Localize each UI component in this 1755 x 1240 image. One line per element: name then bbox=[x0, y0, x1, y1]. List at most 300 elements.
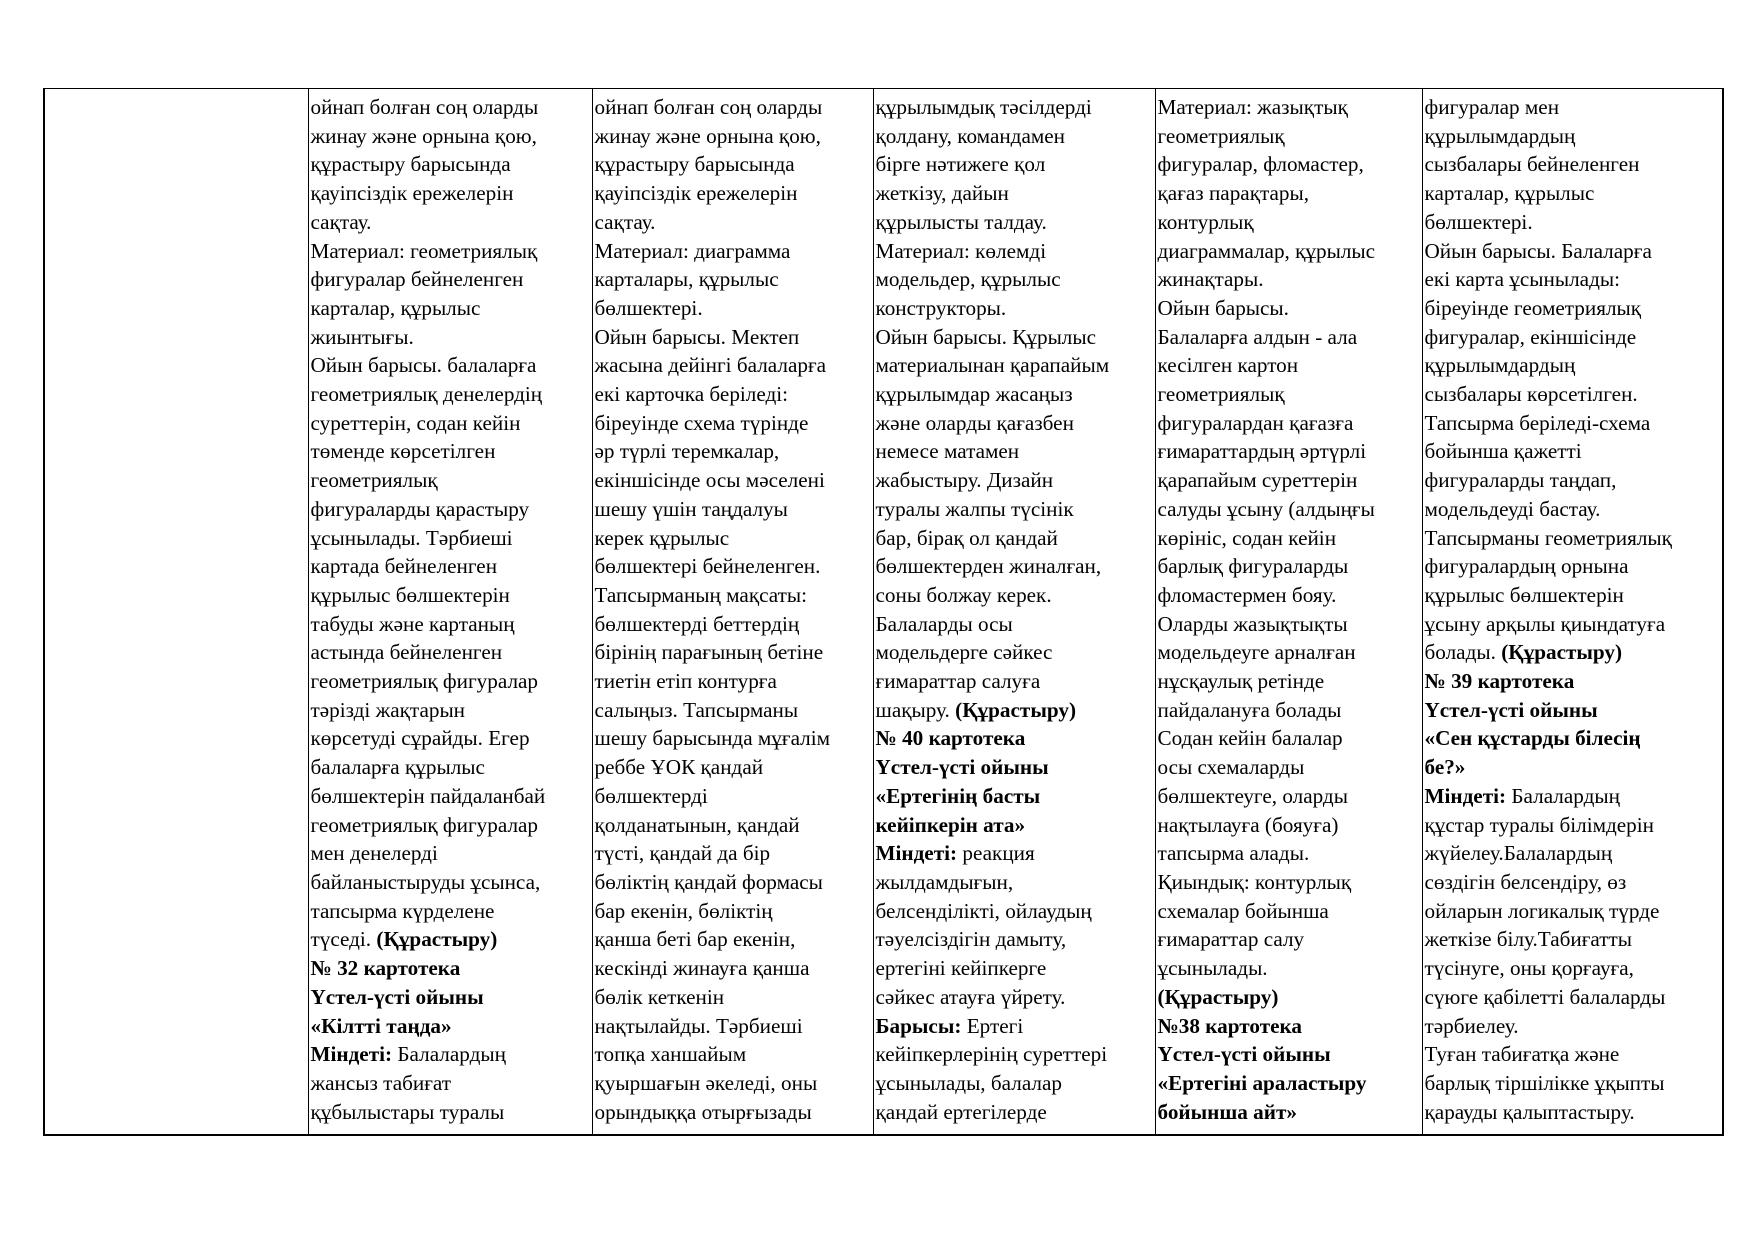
bold-text: № 32 картотека bbox=[310, 956, 461, 981]
text-line bbox=[1158, 380, 1422, 409]
text: ұсынылады, балалар bbox=[875, 1070, 1062, 1095]
text-line bbox=[876, 1012, 1155, 1041]
text-line bbox=[311, 237, 592, 266]
table-cell-game-teremok bbox=[592, 89, 873, 1136]
text: қарауды қалыптастыру. bbox=[1424, 1099, 1635, 1124]
text: фигуралар мен bbox=[1424, 95, 1560, 119]
bold-text: Үстел-үсті ойыны bbox=[310, 984, 484, 1009]
text-line bbox=[311, 323, 592, 352]
text: бірінің парағының бетіне bbox=[594, 640, 824, 665]
text: белсенділікті, ойлаудың bbox=[875, 898, 1092, 923]
text-line bbox=[1158, 323, 1422, 352]
text: әр түрлі теремкалар, bbox=[594, 439, 780, 464]
text-line bbox=[595, 351, 873, 380]
text-line bbox=[595, 323, 873, 352]
text: конструкторы. bbox=[875, 295, 1007, 320]
text-line bbox=[1425, 983, 1723, 1012]
text-line bbox=[1425, 696, 1723, 725]
text-line bbox=[1425, 638, 1723, 667]
text: жасына дейінгі балаларға bbox=[594, 353, 827, 378]
text-line bbox=[1425, 610, 1723, 639]
text: кейіпкерлерінің суреттері bbox=[875, 1042, 1108, 1067]
text-line bbox=[876, 868, 1155, 897]
text: құрылысты талдау. bbox=[875, 209, 1047, 234]
text: материалынан қарапайым bbox=[875, 353, 1110, 378]
text: Материал: диаграмма bbox=[594, 238, 791, 263]
text: жылдамдығын, bbox=[875, 869, 1014, 894]
text-line bbox=[311, 667, 592, 696]
text-line bbox=[311, 925, 592, 954]
text-line bbox=[1425, 897, 1723, 926]
text-line bbox=[595, 437, 873, 466]
text: Балаларды осы bbox=[875, 611, 1013, 636]
text-line bbox=[311, 638, 592, 667]
text-line bbox=[1158, 1012, 1422, 1041]
text-line bbox=[1425, 811, 1723, 840]
text-line bbox=[1158, 265, 1422, 294]
text: Материал: геометриялық bbox=[310, 238, 538, 263]
text: жансыз табиғат bbox=[310, 1070, 452, 1095]
text: бөлік кеткенін bbox=[594, 984, 725, 1009]
text: Қиындық: контурлық bbox=[1157, 869, 1352, 894]
table-cell-game-32 bbox=[308, 89, 592, 1136]
text: картада бейнеленген bbox=[310, 554, 498, 579]
text: пайдалануға болады bbox=[1157, 697, 1342, 722]
text-line bbox=[595, 208, 873, 237]
text: модельдеуге арналған bbox=[1157, 640, 1356, 665]
text-line bbox=[1425, 409, 1723, 438]
text-line bbox=[311, 466, 592, 495]
text-line bbox=[876, 122, 1155, 151]
text-line bbox=[876, 208, 1155, 237]
text-line bbox=[1158, 208, 1422, 237]
text-line bbox=[1425, 437, 1723, 466]
text-line bbox=[876, 552, 1155, 581]
text-line bbox=[311, 782, 592, 811]
text: төменде көрсетілген bbox=[310, 439, 496, 464]
text-line bbox=[876, 1040, 1155, 1069]
text-line bbox=[311, 897, 592, 926]
text: тиетін етіп контурға bbox=[594, 669, 777, 694]
text: құрылыс бөлшектерін bbox=[1424, 582, 1624, 607]
text: сызбалары бейнеленген bbox=[1424, 152, 1640, 177]
text-line bbox=[1158, 1098, 1422, 1127]
text-line bbox=[876, 150, 1155, 179]
text: мен денелерді bbox=[310, 841, 438, 866]
text: осы схемаларды bbox=[1157, 755, 1305, 780]
text: шешу барысында мұғалім bbox=[594, 726, 831, 751]
text-line bbox=[1158, 868, 1422, 897]
text-line bbox=[311, 122, 592, 151]
text-line bbox=[595, 524, 873, 553]
text-line bbox=[1425, 1098, 1723, 1127]
text: бар екенін, бөліктің bbox=[594, 898, 773, 923]
text: қолдану, командамен bbox=[875, 123, 1066, 148]
text: ойнап болған соң оларды bbox=[310, 95, 539, 119]
text-line bbox=[1425, 208, 1723, 237]
text: бөлшектеуге, оларды bbox=[1157, 783, 1348, 808]
text: бөлшектерден жиналған, bbox=[875, 554, 1102, 579]
text: құрылымдардың bbox=[1424, 353, 1576, 378]
text-line bbox=[876, 466, 1155, 495]
text-line bbox=[876, 983, 1155, 1012]
text: құрылымдардың bbox=[1424, 123, 1576, 148]
text: Материал: жазықтық bbox=[1157, 95, 1348, 119]
text-line bbox=[311, 495, 592, 524]
activities-table bbox=[43, 88, 1724, 1136]
text: тәрбиелеу. bbox=[1424, 1013, 1519, 1038]
text: құстар туралы білімдерін bbox=[1424, 812, 1655, 837]
text-line bbox=[876, 93, 1155, 122]
text-line bbox=[1158, 696, 1422, 725]
text-line bbox=[876, 667, 1155, 696]
text-line bbox=[876, 897, 1155, 926]
text-line bbox=[311, 724, 592, 753]
text: Материал: көлемді bbox=[875, 238, 1047, 263]
text-line bbox=[595, 983, 873, 1012]
text: топқа ханшайым bbox=[594, 1042, 747, 1067]
text-line bbox=[1158, 466, 1422, 495]
bold-text: (Құрастыру) bbox=[955, 697, 1077, 722]
text: Ойын барысы. Балаларға bbox=[1424, 238, 1652, 263]
text: жинау және орнына қою, bbox=[594, 123, 821, 148]
text-line bbox=[1425, 179, 1723, 208]
bold-text: «Ертегіні араластыру bbox=[1157, 1070, 1367, 1095]
text: ұсынылады. bbox=[1157, 956, 1268, 981]
text: жүйелеу.Балалардың bbox=[1424, 841, 1613, 866]
text-line bbox=[1158, 1069, 1422, 1098]
text-line bbox=[595, 495, 873, 524]
text-line bbox=[876, 610, 1155, 639]
text-line bbox=[1425, 150, 1723, 179]
text-line bbox=[1425, 323, 1723, 352]
text-line bbox=[1158, 983, 1422, 1012]
text-line bbox=[1158, 179, 1422, 208]
table-cell-game-40 bbox=[873, 89, 1155, 1136]
text-line bbox=[1425, 868, 1723, 897]
text-line bbox=[876, 179, 1155, 208]
text: фигуралардан қағазға bbox=[1157, 410, 1354, 435]
text-line bbox=[595, 294, 873, 323]
bold-text: «Сен құстарды білесің bbox=[1424, 726, 1641, 751]
text: тәрізді жақтарын bbox=[310, 697, 466, 722]
text-line bbox=[876, 753, 1155, 782]
text-line bbox=[311, 610, 592, 639]
text-line bbox=[876, 524, 1155, 553]
text: керек құрылыс bbox=[594, 525, 730, 550]
text: модельдер, құрылыс bbox=[875, 267, 1061, 292]
text: кесілген картон bbox=[1157, 353, 1299, 378]
text: геометриялық bbox=[1157, 382, 1285, 407]
bold-text: (Құрастыру) bbox=[1501, 640, 1623, 665]
text: құрылымдар жасаңыз bbox=[875, 382, 1073, 407]
text: Туған табиғатқа және bbox=[1424, 1042, 1620, 1067]
text-line bbox=[1425, 954, 1723, 983]
text-line bbox=[595, 1012, 873, 1041]
text: Балалардың bbox=[1506, 783, 1620, 808]
text-line bbox=[595, 466, 873, 495]
text-line bbox=[1425, 581, 1723, 610]
text-line bbox=[595, 93, 873, 122]
text: немесе матамен bbox=[875, 439, 1020, 464]
text-line bbox=[876, 696, 1155, 725]
text: ұсынылады. Тәрбиеші bbox=[310, 525, 513, 550]
bold-text: бойынша айт» bbox=[1157, 1099, 1297, 1124]
text-line bbox=[1425, 925, 1723, 954]
text-line bbox=[1425, 294, 1723, 323]
text: қағаз парақтары, bbox=[1157, 181, 1310, 206]
text: кескінді жинауға қанша bbox=[594, 956, 810, 981]
bold-text: Міндеті: bbox=[310, 1042, 393, 1067]
text-line bbox=[1425, 839, 1723, 868]
text: модельдеуді бастау. bbox=[1424, 496, 1601, 521]
text-line bbox=[1158, 839, 1422, 868]
text-line bbox=[876, 638, 1155, 667]
text: сызбалары көрсетілген. bbox=[1424, 382, 1638, 407]
text-line bbox=[876, 724, 1155, 753]
text: диаграммалар, құрылыс bbox=[1157, 238, 1376, 263]
text-line bbox=[595, 724, 873, 753]
text-line bbox=[595, 380, 873, 409]
text-line bbox=[876, 1098, 1155, 1127]
text-line bbox=[311, 954, 592, 983]
text-line bbox=[595, 409, 873, 438]
text: ойнап болған соң оларды bbox=[594, 95, 823, 119]
text: шақыру. bbox=[875, 697, 956, 722]
text: геометриялық bbox=[1157, 123, 1285, 148]
text-line bbox=[311, 409, 592, 438]
table-cell-game-39 bbox=[1422, 89, 1723, 1136]
text-line bbox=[1158, 524, 1422, 553]
text-line bbox=[876, 380, 1155, 409]
text: бойынша қажетті bbox=[1424, 439, 1582, 464]
text: суреттерін, содан кейін bbox=[310, 410, 521, 435]
text: соны болжау керек. bbox=[875, 582, 1052, 607]
text-line bbox=[595, 868, 873, 897]
text: фигуралардың орнына bbox=[1424, 554, 1629, 579]
text-line bbox=[595, 1098, 873, 1127]
text: сәйкес атауға үйрету. bbox=[875, 984, 1066, 1009]
text: карталар, құрылыс bbox=[310, 295, 481, 320]
text: болады. bbox=[1424, 640, 1502, 665]
text: бөлшектері бейнеленген. bbox=[594, 554, 821, 579]
text: салуды ұсыну (алдыңғы bbox=[1157, 496, 1375, 521]
text: геометриялық фигуралар bbox=[310, 669, 539, 694]
text-line bbox=[1158, 150, 1422, 179]
text-line bbox=[1158, 581, 1422, 610]
text: байланыстыруды ұсынса, bbox=[310, 869, 541, 894]
text: және оларды қағазбен bbox=[875, 410, 1074, 435]
text: қауіпсіздік ережелерін bbox=[594, 181, 798, 206]
text: Оларды жазықтықты bbox=[1157, 611, 1348, 636]
text: көрініс, содан кейін bbox=[1157, 525, 1337, 550]
text-line bbox=[311, 983, 592, 1012]
text: бөлшектері. bbox=[1424, 209, 1533, 234]
text-line bbox=[1158, 954, 1422, 983]
text: Содан кейін балалар bbox=[1157, 726, 1343, 751]
text: карталары, құрылыс bbox=[594, 267, 779, 292]
text: Балалардың bbox=[392, 1042, 506, 1067]
text: жинау және орнына қою, bbox=[310, 123, 537, 148]
text-line bbox=[595, 954, 873, 983]
text-line bbox=[876, 323, 1155, 352]
bold-text: № 39 картотека bbox=[1424, 669, 1575, 694]
text: Балаларға алдын - ала bbox=[1157, 324, 1358, 349]
text-line bbox=[311, 294, 592, 323]
bold-text: № 40 картотека bbox=[875, 726, 1026, 751]
text: бөлшектерді bbox=[594, 783, 708, 808]
text-line bbox=[1158, 667, 1422, 696]
text: Ертегі bbox=[961, 1013, 1024, 1038]
text: Тапсырма беріледі-схема bbox=[1424, 410, 1651, 435]
text: түсті, қандай да бір bbox=[594, 841, 771, 866]
text-line bbox=[595, 1069, 873, 1098]
text-line bbox=[311, 753, 592, 782]
table-row bbox=[44, 89, 1723, 1136]
text-line bbox=[1158, 753, 1422, 782]
text: екі карта ұсынылады: bbox=[1424, 267, 1620, 292]
text: жеткізе білу.Табиғатты bbox=[1424, 927, 1633, 952]
text: бөлшектері. bbox=[594, 295, 703, 320]
text: қолданатынын, қандай bbox=[594, 812, 800, 837]
text: тапсырма алады. bbox=[1157, 841, 1310, 866]
bold-text: Міндеті: bbox=[875, 841, 958, 866]
text-line bbox=[311, 839, 592, 868]
bold-text: Үстел-үсті ойыны bbox=[1424, 697, 1598, 722]
text: жиынтығы. bbox=[310, 324, 414, 349]
text: Тапсырманы геометриялық bbox=[1424, 525, 1672, 550]
text: реакция bbox=[957, 841, 1035, 866]
text: салыңыз. Тапсырманы bbox=[594, 697, 799, 722]
bold-text: (Құрастыру) bbox=[1157, 984, 1279, 1009]
text: геометриялық bbox=[310, 468, 438, 493]
text-line bbox=[311, 581, 592, 610]
text: жабыстыру. Дизайн bbox=[875, 468, 1054, 493]
text-line bbox=[311, 1069, 592, 1098]
text: барлық тіршілікке ұқыпты bbox=[1424, 1070, 1665, 1095]
text: бөліктің қандай формасы bbox=[594, 869, 823, 894]
text-line bbox=[595, 581, 873, 610]
text: фигуралар, фломастер, bbox=[1157, 152, 1364, 177]
text: екіншісінде осы мәселені bbox=[594, 468, 825, 493]
text-line bbox=[1425, 380, 1723, 409]
text-line bbox=[311, 208, 592, 237]
table-cell-game-38 bbox=[1155, 89, 1422, 1136]
text-line bbox=[311, 552, 592, 581]
text-line bbox=[876, 925, 1155, 954]
text-line bbox=[876, 294, 1155, 323]
text-line bbox=[595, 1040, 873, 1069]
text-line bbox=[311, 93, 592, 122]
text-line bbox=[595, 265, 873, 294]
text: реббе ҰОК қандай bbox=[594, 755, 764, 780]
text-line bbox=[1158, 409, 1422, 438]
text-line bbox=[311, 150, 592, 179]
text-line bbox=[311, 380, 592, 409]
text: қуыршағын әкеледі, оны bbox=[594, 1070, 818, 1095]
text: орындыққа отырғызады bbox=[594, 1099, 812, 1124]
text-line bbox=[1425, 495, 1723, 524]
text-line bbox=[1425, 351, 1723, 380]
text: құбылыстары туралы bbox=[310, 1099, 505, 1124]
text: ғимараттар салуға bbox=[875, 669, 1041, 694]
text-line bbox=[1425, 667, 1723, 696]
text-line bbox=[1158, 811, 1422, 840]
text-line bbox=[1425, 753, 1723, 782]
text-line bbox=[876, 782, 1155, 811]
text-line bbox=[1425, 782, 1723, 811]
text: модельдерге сәйкес bbox=[875, 640, 1053, 665]
text: ғимараттар салу bbox=[1157, 927, 1305, 952]
text-line bbox=[1425, 93, 1723, 122]
text-line bbox=[1425, 237, 1723, 266]
text: фигуралар бейнеленген bbox=[310, 267, 524, 292]
text-line bbox=[595, 638, 873, 667]
text-line bbox=[595, 237, 873, 266]
text: ойларын логикалық түрде bbox=[1424, 898, 1660, 923]
text-line bbox=[595, 925, 873, 954]
text-line bbox=[311, 265, 592, 294]
text-line bbox=[1158, 925, 1422, 954]
text: жеткізу, дайын bbox=[875, 181, 1009, 206]
text-line bbox=[876, 351, 1155, 380]
text-line bbox=[1425, 524, 1723, 553]
text-line bbox=[595, 839, 873, 868]
text: фигуралар, екіншісінде bbox=[1424, 324, 1637, 349]
text: геометриялық денелердің bbox=[310, 382, 543, 407]
text: екі карточка беріледі: bbox=[594, 382, 789, 407]
text-line bbox=[1158, 122, 1422, 151]
bold-text: Үстел-үсті ойыны bbox=[875, 755, 1049, 780]
table-cell-empty bbox=[44, 89, 308, 1136]
text-line bbox=[1158, 610, 1422, 639]
text-line bbox=[876, 954, 1155, 983]
text-line bbox=[595, 897, 873, 926]
text-line bbox=[595, 610, 873, 639]
text: түседі. bbox=[310, 927, 377, 952]
text: сүюге қабілетті балаларды bbox=[1424, 984, 1666, 1009]
text: Ойын барысы. Құрылыс bbox=[875, 324, 1097, 349]
text-line bbox=[1425, 1069, 1723, 1098]
text-line bbox=[1425, 1012, 1723, 1041]
text: табуды және картаның bbox=[310, 611, 515, 636]
text-line bbox=[1158, 1040, 1422, 1069]
text: Тапсырманың мақсаты: bbox=[594, 582, 808, 607]
text: құрастыру барысында bbox=[594, 152, 795, 177]
text: нақтылауға (бояуға) bbox=[1157, 812, 1339, 837]
text: шешу үшін таңдалуы bbox=[594, 496, 788, 521]
text: нұсқаулық ретінде bbox=[1157, 669, 1325, 694]
text-line bbox=[876, 495, 1155, 524]
text: геометриялық фигуралар bbox=[310, 812, 539, 837]
text-line bbox=[311, 1040, 592, 1069]
text: қанша беті бар екенін, bbox=[594, 927, 796, 952]
text: нақтылайды. Тәрбиеші bbox=[594, 1013, 803, 1038]
text: фломастермен бояу. bbox=[1157, 582, 1337, 607]
text: бөлшектерін пайдаланбай bbox=[310, 783, 546, 808]
text-line bbox=[1158, 724, 1422, 753]
bold-text: бе?» bbox=[1424, 755, 1466, 780]
text: Ойын барысы. балаларға bbox=[310, 353, 537, 378]
text-line bbox=[1158, 237, 1422, 266]
text-line bbox=[1158, 437, 1422, 466]
text: бірге нәтижеге қол bbox=[875, 152, 1046, 177]
bold-text: (Құрастыру) bbox=[376, 927, 498, 952]
text: барлық фигураларды bbox=[1157, 554, 1349, 579]
text-line bbox=[311, 179, 592, 208]
text-line bbox=[876, 811, 1155, 840]
text-line bbox=[876, 437, 1155, 466]
